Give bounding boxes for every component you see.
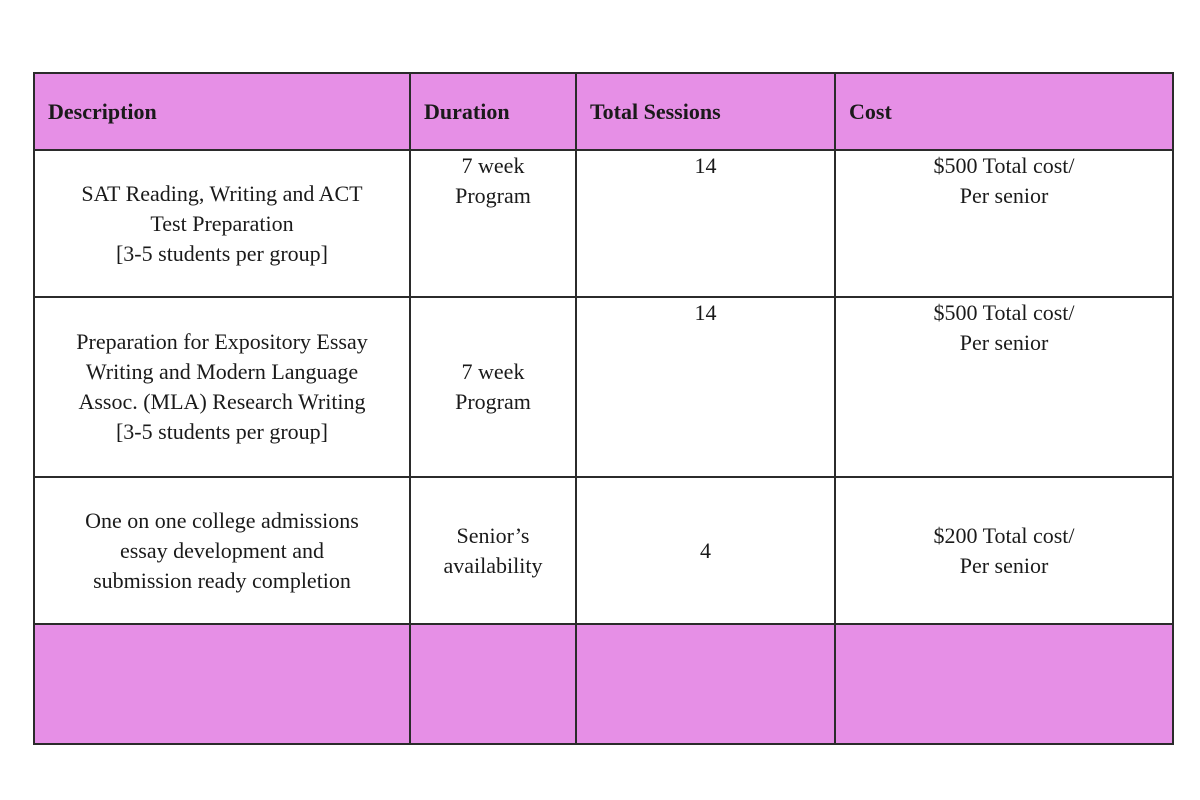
sessions-cell [576,297,835,477]
header-row [34,73,1173,150]
cost-line: Per senior [959,330,1049,355]
cost-line: $500 Total cost/ [933,300,1075,325]
duration-line: Program [455,183,531,208]
header-cost: Cost [835,73,1173,150]
header-description: Description [34,73,410,150]
header-total-sessions: Total Sessions [576,73,835,150]
description-line: SAT Reading, Writing and ACT [81,180,363,206]
cost-cell [835,477,1173,624]
footer-cell [34,624,410,744]
description-line: essay development and [119,537,325,563]
description-line: Test Preparation [150,210,294,236]
cost-line: $500 Total cost/ [933,153,1075,178]
cost-line: $200 Total cost/ [933,522,1075,548]
header-duration: Duration [410,73,576,150]
description-line: Writing and Modern Language [85,359,359,384]
table-row [34,477,1173,624]
sessions-value: 14 [694,300,717,325]
sessions-value: 14 [694,153,717,178]
duration-cell [410,297,576,477]
description-line: [3-5 students per group] [115,240,328,266]
description-cell [34,477,410,624]
description-line: submission ready completion [93,567,351,593]
footer-row [34,624,1173,744]
table-row [34,297,1173,477]
cost-line: Per senior [959,183,1049,208]
footer-cell [576,624,835,744]
description-line: One on one college admissions [85,507,359,533]
cost-line: Per senior [959,552,1049,578]
table-row [34,150,1173,297]
duration-line: Senior’s [456,522,530,548]
sessions-cell [576,150,835,297]
duration-line: availability [443,552,543,578]
duration-line: Program [455,389,531,414]
footer-cell [835,624,1173,744]
description-cell [34,297,410,477]
sessions-cell [576,477,835,624]
duration-cell [410,150,576,297]
footer-cell [410,624,576,744]
cost-cell [835,297,1173,477]
description-cell [34,150,410,297]
sessions-value: 4 [700,537,711,563]
duration-line: 7 week [461,359,525,384]
duration-cell [410,477,576,624]
cost-cell [835,150,1173,297]
description-line: [3-5 students per group] [115,419,328,444]
description-line: Assoc. (MLA) Research Writing [78,389,366,414]
pricing-table [33,72,1174,745]
duration-line: 7 week [461,153,525,178]
description-line: Preparation for Expository Essay [76,329,368,354]
